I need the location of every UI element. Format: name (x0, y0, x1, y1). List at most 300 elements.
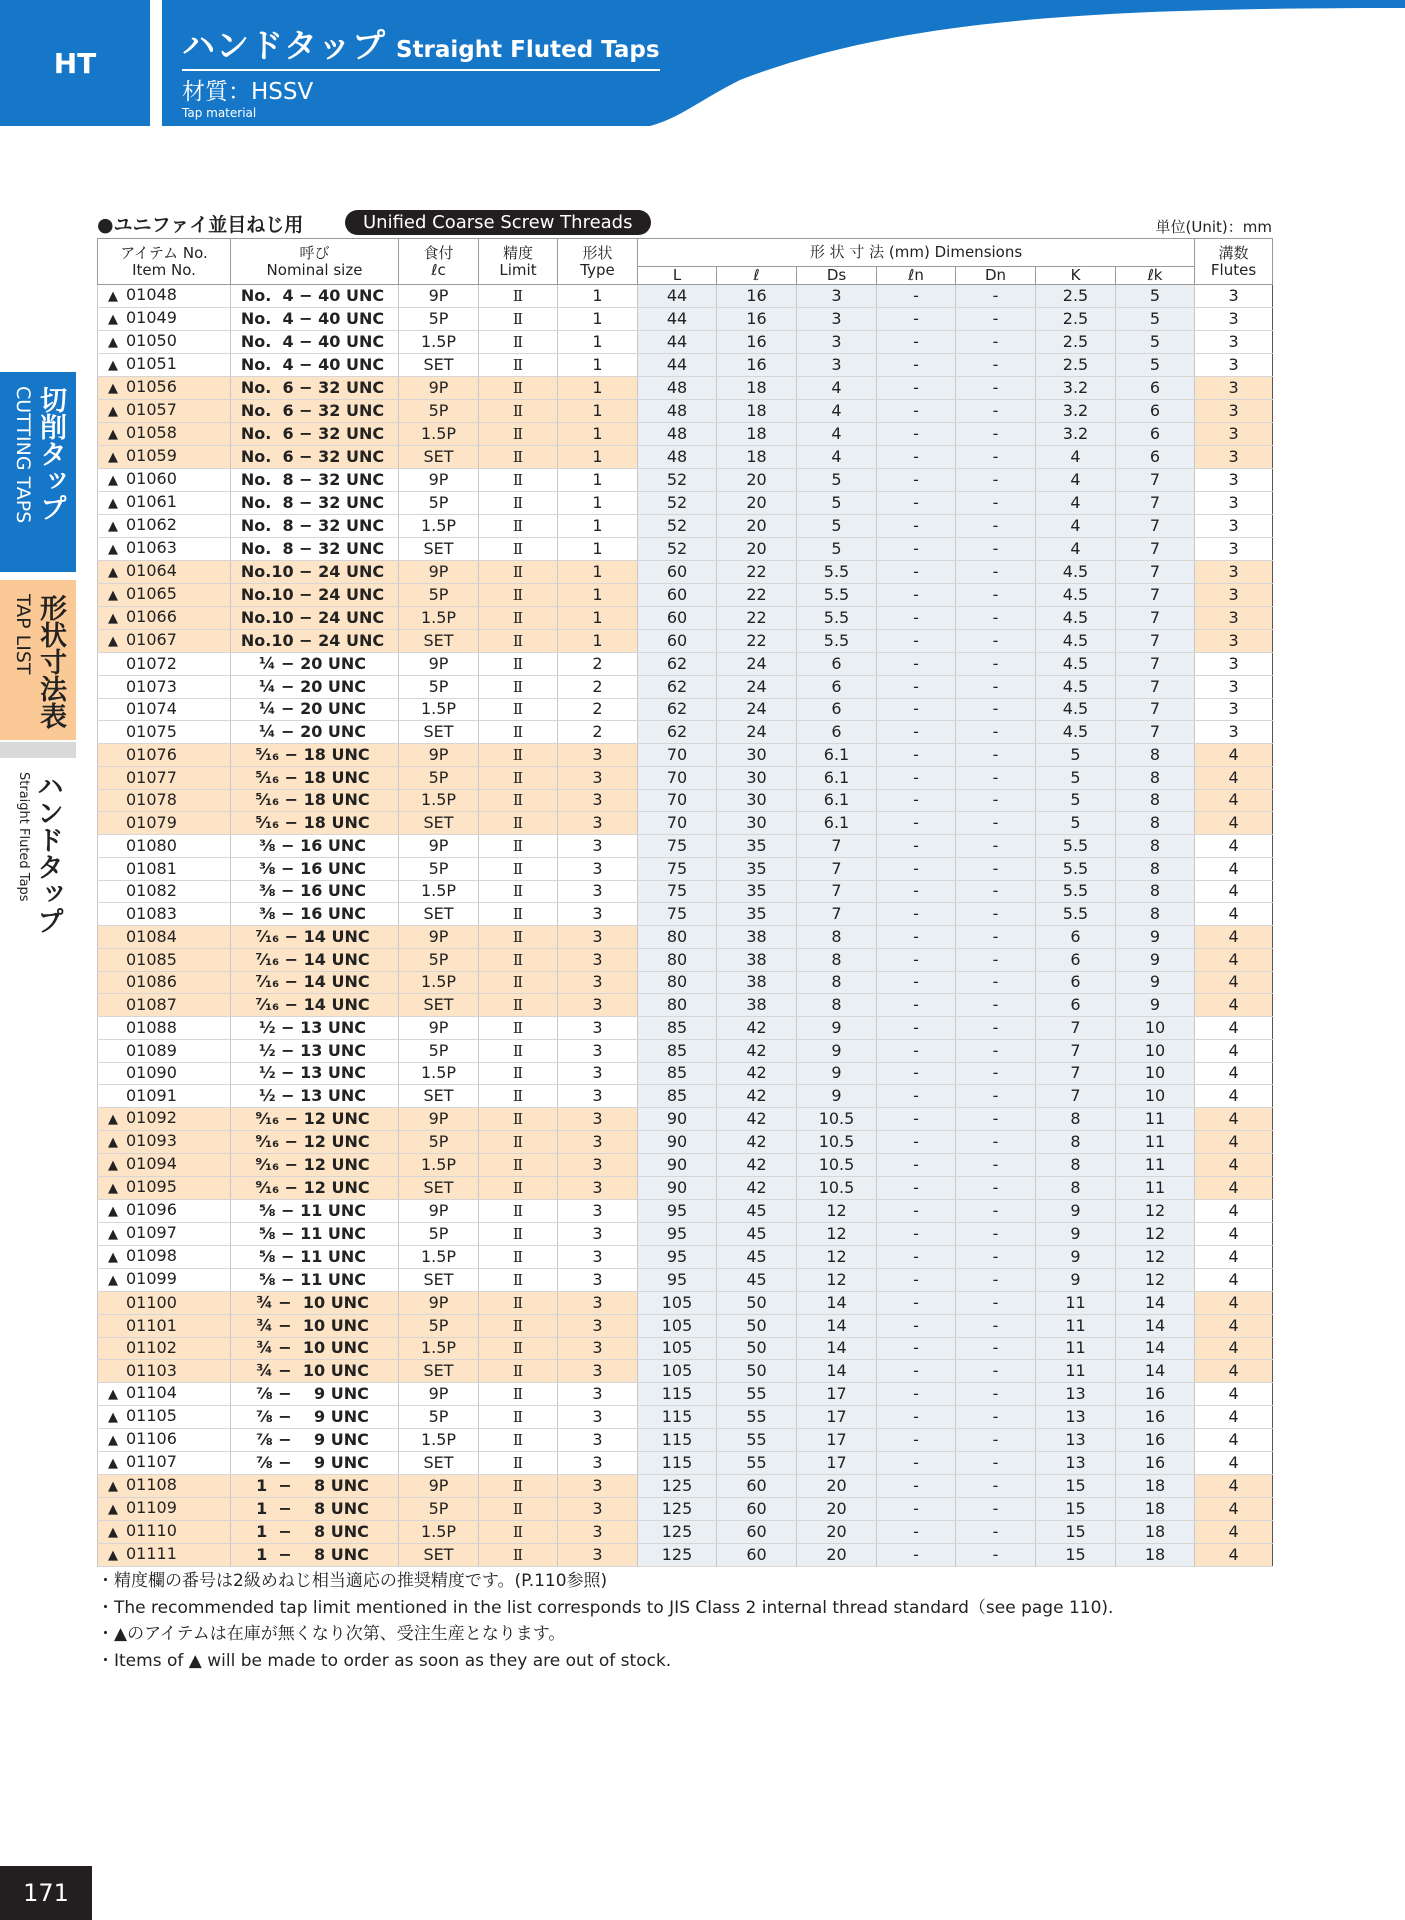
cell-flutes: 4 (1195, 835, 1273, 858)
cell-type: 3 (558, 1062, 638, 1085)
cell-limit: Ⅱ (479, 446, 558, 469)
col-header-ln: ℓn (877, 267, 956, 285)
item-number: 01049 (126, 308, 177, 327)
cell-l: 16 (717, 331, 797, 354)
made-to-order-triangle-icon: ▲ (108, 289, 118, 304)
cell-type: 3 (558, 1544, 638, 1567)
made-to-order-triangle-icon: ▲ (108, 1112, 118, 1127)
cell-Ds: 9 (797, 1017, 877, 1040)
item-number: 01099 (126, 1269, 177, 1288)
cell-ln: - (877, 1292, 956, 1315)
cell-nominal-size: ½ − 13 UNC (231, 1017, 399, 1040)
cell-l: 20 (717, 469, 797, 492)
cell-item-no (98, 423, 231, 446)
cell-nominal-size: ½ − 13 UNC (231, 1039, 399, 1062)
cell-K: 11 (1036, 1360, 1116, 1383)
cell-L: 52 (638, 469, 717, 492)
cell-type: 1 (558, 400, 638, 423)
cell-limit: Ⅱ (479, 1108, 558, 1131)
cell-l: 16 (717, 308, 797, 331)
cell-Dn: - (956, 903, 1036, 926)
cell-item-no (98, 812, 231, 835)
cell-K: 11 (1036, 1314, 1116, 1337)
cell-flutes: 3 (1195, 285, 1273, 308)
cell-ln: - (877, 1246, 956, 1269)
cell-nominal-size: ½ − 13 UNC (231, 1062, 399, 1085)
cell-ln: - (877, 1337, 956, 1360)
table-row (98, 515, 1273, 538)
cell-flutes: 3 (1195, 607, 1273, 630)
cell-flutes: 4 (1195, 1200, 1273, 1223)
cell-Ds: 10.5 (797, 1154, 877, 1177)
cell-lk: 10 (1116, 1085, 1195, 1108)
table-row (98, 653, 1273, 676)
cell-flutes: 3 (1195, 400, 1273, 423)
cell-ln: - (877, 630, 956, 653)
cell-flutes: 3 (1195, 423, 1273, 446)
cell-K: 3.2 (1036, 423, 1116, 446)
cell-Ds: 12 (797, 1223, 877, 1246)
col-header-limit-jp: 精度 (502, 243, 533, 262)
col-header-L: L (638, 267, 717, 285)
cell-Dn: - (956, 1177, 1036, 1200)
cell-chamfer: 5P (399, 948, 479, 971)
cell-type: 3 (558, 744, 638, 767)
cell-lk: 12 (1116, 1200, 1195, 1223)
cell-nominal-size: No.10 − 24 UNC (231, 607, 399, 630)
cell-flutes: 4 (1195, 1131, 1273, 1154)
cell-ln: - (877, 880, 956, 903)
cell-type: 3 (558, 1337, 638, 1360)
cell-l: 60 (717, 1521, 797, 1544)
cell-nominal-size: ¼ − 20 UNC (231, 721, 399, 744)
cell-nominal-size: ⁵⁄₁₆ − 18 UNC (231, 789, 399, 812)
made-to-order-triangle-icon: ▲ (108, 496, 118, 511)
cell-flutes: 4 (1195, 766, 1273, 789)
cell-lk: 11 (1116, 1177, 1195, 1200)
cell-type: 3 (558, 1131, 638, 1154)
cell-lk: 18 (1116, 1521, 1195, 1544)
tap-list-table (97, 238, 1273, 1567)
cell-type: 3 (558, 948, 638, 971)
cell-K: 2.5 (1036, 354, 1116, 377)
cell-limit: Ⅱ (479, 1337, 558, 1360)
cell-ln: - (877, 903, 956, 926)
table-row (98, 835, 1273, 858)
cell-item-no (98, 1223, 231, 1246)
table-row (98, 1246, 1273, 1269)
cell-Ds: 20 (797, 1475, 877, 1498)
cell-Dn: - (956, 926, 1036, 949)
cell-flutes: 4 (1195, 1039, 1273, 1062)
cell-L: 52 (638, 515, 717, 538)
cell-l: 30 (717, 812, 797, 835)
made-to-order-triangle-icon: ▲ (108, 358, 118, 373)
table-row (98, 1269, 1273, 1292)
cell-flutes: 3 (1195, 584, 1273, 607)
cell-Dn: - (956, 1269, 1036, 1292)
cell-L: 60 (638, 584, 717, 607)
cell-Dn: - (956, 766, 1036, 789)
cell-limit: Ⅱ (479, 1223, 558, 1246)
cell-Ds: 17 (797, 1452, 877, 1475)
item-number: 01097 (126, 1223, 177, 1242)
cell-item-no (98, 1452, 231, 1475)
cell-type: 1 (558, 630, 638, 653)
cell-Dn: - (956, 1085, 1036, 1108)
cell-nominal-size: ½ − 13 UNC (231, 1085, 399, 1108)
cell-chamfer: 5P (399, 1131, 479, 1154)
item-number: 01077 (126, 767, 177, 787)
cell-l: 20 (717, 515, 797, 538)
item-number: 01060 (126, 469, 177, 488)
cell-limit: Ⅱ (479, 1154, 558, 1177)
cell-flutes: 4 (1195, 1246, 1273, 1269)
cell-Dn: - (956, 331, 1036, 354)
cell-K: 15 (1036, 1498, 1116, 1521)
page-title-en: Straight Fluted Taps (396, 37, 660, 63)
table-row (98, 492, 1273, 515)
cell-item-no (98, 1017, 231, 1040)
cell-ln: - (877, 1475, 956, 1498)
cell-flutes: 3 (1195, 331, 1273, 354)
col-header-type-en: Type (580, 260, 615, 279)
cell-Dn: - (956, 812, 1036, 835)
cell-limit: Ⅱ (479, 354, 558, 377)
cell-chamfer: 9P (399, 285, 479, 308)
cell-item-no (98, 354, 231, 377)
item-number: 01089 (126, 1040, 177, 1060)
cell-flutes: 3 (1195, 698, 1273, 721)
cell-item-no (98, 584, 231, 607)
cell-type: 3 (558, 835, 638, 858)
cell-item-no (98, 1177, 231, 1200)
cell-l: 60 (717, 1498, 797, 1521)
cell-item-no (98, 789, 231, 812)
cell-Dn: - (956, 1062, 1036, 1085)
item-number: 01051 (126, 354, 177, 373)
cell-limit: Ⅱ (479, 1406, 558, 1429)
table-row (98, 1475, 1273, 1498)
cell-l: 55 (717, 1383, 797, 1406)
cell-item-no (98, 1062, 231, 1085)
cell-Dn: - (956, 308, 1036, 331)
item-number: 01095 (126, 1177, 177, 1196)
table-row (98, 1154, 1273, 1177)
cell-L: 52 (638, 492, 717, 515)
table-row (98, 903, 1273, 926)
cell-chamfer: SET (399, 994, 479, 1017)
item-number: 01109 (126, 1498, 177, 1517)
cell-limit: Ⅱ (479, 744, 558, 767)
cell-nominal-size: No. 4 − 40 UNC (231, 308, 399, 331)
item-number: 01062 (126, 515, 177, 534)
cell-item-no (98, 1085, 231, 1108)
made-to-order-triangle-icon: ▲ (108, 335, 118, 350)
cell-limit: Ⅱ (479, 653, 558, 676)
cell-nominal-size: No. 8 − 32 UNC (231, 515, 399, 538)
cell-item-no (98, 285, 231, 308)
cell-flutes: 4 (1195, 1429, 1273, 1452)
cell-K: 4.5 (1036, 698, 1116, 721)
table-body (98, 285, 1273, 1567)
cell-K: 5 (1036, 766, 1116, 789)
cell-l: 50 (717, 1337, 797, 1360)
cell-lk: 5 (1116, 285, 1195, 308)
cell-K: 9 (1036, 1200, 1116, 1223)
cell-L: 52 (638, 538, 717, 561)
made-to-order-triangle-icon: ▲ (108, 1479, 118, 1494)
cell-item-no (98, 766, 231, 789)
cell-type: 1 (558, 538, 638, 561)
cell-K: 4 (1036, 538, 1116, 561)
cell-type: 3 (558, 1154, 638, 1177)
cell-l: 35 (717, 857, 797, 880)
cell-K: 9 (1036, 1223, 1116, 1246)
cell-L: 60 (638, 607, 717, 630)
made-to-order-triangle-icon: ▲ (108, 1158, 118, 1173)
col-header-type (558, 239, 638, 285)
cell-item-no (98, 607, 231, 630)
cell-item-no (98, 561, 231, 584)
cell-chamfer: 1.5P (399, 880, 479, 903)
cell-chamfer: 9P (399, 561, 479, 584)
cell-l: 55 (717, 1429, 797, 1452)
cell-type: 1 (558, 584, 638, 607)
cell-Dn: - (956, 948, 1036, 971)
cell-flutes: 4 (1195, 926, 1273, 949)
cell-nominal-size: 1 − 8 UNC (231, 1521, 399, 1544)
made-to-order-triangle-icon: ▲ (108, 1456, 118, 1471)
cell-K: 11 (1036, 1337, 1116, 1360)
cell-nominal-size: ⅜ − 16 UNC (231, 857, 399, 880)
cell-ln: - (877, 1383, 956, 1406)
cell-L: 95 (638, 1246, 717, 1269)
table-row (98, 1200, 1273, 1223)
cell-lk: 8 (1116, 744, 1195, 767)
cell-ln: - (877, 926, 956, 949)
cell-L: 75 (638, 857, 717, 880)
cell-lk: 7 (1116, 675, 1195, 698)
cell-Ds: 8 (797, 971, 877, 994)
cell-ln: - (877, 1498, 956, 1521)
cell-chamfer: SET (399, 903, 479, 926)
side-tab-cutting-taps[interactable] (0, 372, 76, 572)
cell-Ds: 20 (797, 1498, 877, 1521)
cell-chamfer: 9P (399, 1475, 479, 1498)
cell-lk: 7 (1116, 653, 1195, 676)
made-to-order-triangle-icon: ▲ (108, 1525, 118, 1540)
cell-Dn: - (956, 1498, 1036, 1521)
cell-nominal-size: ⅝ − 11 UNC (231, 1246, 399, 1269)
made-to-order-triangle-icon: ▲ (108, 450, 118, 465)
cell-Ds: 6.1 (797, 766, 877, 789)
cell-limit: Ⅱ (479, 1498, 558, 1521)
page-title-jp: ハンドタップ (182, 26, 386, 65)
cell-type: 3 (558, 1521, 638, 1544)
cell-limit: Ⅱ (479, 1360, 558, 1383)
cell-nominal-size: No. 6 − 32 UNC (231, 377, 399, 400)
title-line (182, 20, 660, 71)
cell-nominal-size: ⁹⁄₁₆ − 12 UNC (231, 1131, 399, 1154)
item-number: 01110 (126, 1521, 177, 1540)
item-number: 01092 (126, 1108, 177, 1127)
cell-item-no (98, 857, 231, 880)
cell-item-no (98, 1383, 231, 1406)
cell-nominal-size: ⁷⁄₁₆ − 14 UNC (231, 926, 399, 949)
made-to-order-triangle-icon: ▲ (108, 1548, 118, 1563)
cell-type: 3 (558, 1406, 638, 1429)
cell-lk: 8 (1116, 812, 1195, 835)
cell-Ds: 7 (797, 880, 877, 903)
col-header-K: K (1036, 267, 1116, 285)
cell-l: 50 (717, 1360, 797, 1383)
cell-l: 42 (717, 1154, 797, 1177)
cell-l: 24 (717, 698, 797, 721)
cell-ln: - (877, 1429, 956, 1452)
cell-K: 8 (1036, 1131, 1116, 1154)
cell-Ds: 6 (797, 653, 877, 676)
item-number: 01065 (126, 584, 177, 603)
cell-K: 4.5 (1036, 561, 1116, 584)
cell-ln: - (877, 698, 956, 721)
cell-chamfer: SET (399, 538, 479, 561)
item-number: 01078 (126, 790, 177, 810)
cell-Ds: 8 (797, 948, 877, 971)
side-tab-cutting-en: CUTTING TAPS (12, 386, 34, 524)
cell-Ds: 17 (797, 1383, 877, 1406)
cell-item-no (98, 1544, 231, 1567)
cell-lk: 16 (1116, 1429, 1195, 1452)
cell-K: 6 (1036, 994, 1116, 1017)
side-tab-hand-taps[interactable] (0, 742, 76, 932)
item-number: 01094 (126, 1154, 177, 1173)
cell-lk: 7 (1116, 607, 1195, 630)
cell-L: 62 (638, 675, 717, 698)
cell-type: 3 (558, 1085, 638, 1108)
cell-Dn: - (956, 789, 1036, 812)
footnotes (97, 1568, 1113, 1674)
cell-K: 4 (1036, 469, 1116, 492)
cell-item-no (98, 1406, 231, 1429)
cell-nominal-size: ⁵⁄₁₆ − 18 UNC (231, 812, 399, 835)
cell-type: 3 (558, 1246, 638, 1269)
cell-flutes: 4 (1195, 789, 1273, 812)
cell-type: 3 (558, 1498, 638, 1521)
cell-limit: Ⅱ (479, 515, 558, 538)
made-to-order-triangle-icon: ▲ (108, 519, 118, 534)
cell-Ds: 6.1 (797, 789, 877, 812)
item-number: 01111 (126, 1544, 177, 1563)
cell-flutes: 3 (1195, 721, 1273, 744)
table-row (98, 607, 1273, 630)
cell-chamfer: 1.5P (399, 789, 479, 812)
cell-chamfer: 5P (399, 1314, 479, 1337)
material-label: 材質：HSSV (182, 79, 314, 105)
cell-lk: 7 (1116, 584, 1195, 607)
cell-ln: - (877, 469, 956, 492)
cell-limit: Ⅱ (479, 789, 558, 812)
cell-ln: - (877, 1314, 956, 1337)
table-row (98, 1223, 1273, 1246)
cell-flutes: 4 (1195, 1383, 1273, 1406)
item-number: 01059 (126, 446, 177, 465)
cell-chamfer: 1.5P (399, 1062, 479, 1085)
cell-item-no (98, 1200, 231, 1223)
cell-item-no (98, 1314, 231, 1337)
cell-K: 11 (1036, 1292, 1116, 1315)
cell-Dn: - (956, 1521, 1036, 1544)
cell-item-no (98, 994, 231, 1017)
col-header-flutes (1195, 239, 1273, 285)
cell-l: 16 (717, 354, 797, 377)
tap-list-table-wrap (97, 238, 1272, 1567)
item-number: 01072 (126, 653, 177, 673)
cell-limit: Ⅱ (479, 994, 558, 1017)
cell-Dn: - (956, 423, 1036, 446)
table-row (98, 766, 1273, 789)
item-number: 01087 (126, 995, 177, 1015)
cell-K: 13 (1036, 1429, 1116, 1452)
cell-Dn: - (956, 400, 1036, 423)
cell-nominal-size: ¾ − 10 UNC (231, 1337, 399, 1360)
cell-ln: - (877, 1039, 956, 1062)
cell-Dn: - (956, 538, 1036, 561)
cell-ln: - (877, 675, 956, 698)
cell-lk: 14 (1116, 1314, 1195, 1337)
cell-ln: - (877, 492, 956, 515)
cell-Dn: - (956, 1383, 1036, 1406)
table-row (98, 285, 1273, 308)
cell-item-no (98, 1521, 231, 1544)
cell-item-no (98, 400, 231, 423)
cell-flutes: 4 (1195, 1223, 1273, 1246)
cell-flutes: 3 (1195, 492, 1273, 515)
cell-K: 9 (1036, 1269, 1116, 1292)
cell-L: 44 (638, 354, 717, 377)
cell-chamfer: 1.5P (399, 1337, 479, 1360)
made-to-order-triangle-icon: ▲ (108, 611, 118, 626)
table-row (98, 446, 1273, 469)
cell-flutes: 4 (1195, 880, 1273, 903)
cell-Ds: 5.5 (797, 561, 877, 584)
table-row (98, 698, 1273, 721)
side-tab-tap-list[interactable] (0, 580, 76, 740)
cell-Ds: 7 (797, 903, 877, 926)
cell-flutes: 4 (1195, 1017, 1273, 1040)
cell-limit: Ⅱ (479, 1017, 558, 1040)
table-row (98, 1314, 1273, 1337)
table-row (98, 1383, 1273, 1406)
cell-chamfer: 9P (399, 835, 479, 858)
col-header-dimensions: 形 状 寸 法 (mm) Dimensions (638, 239, 1195, 267)
cell-flutes: 4 (1195, 744, 1273, 767)
item-number: 01084 (126, 926, 177, 946)
table-row (98, 1544, 1273, 1567)
cell-L: 95 (638, 1269, 717, 1292)
cell-nominal-size: 1 − 8 UNC (231, 1544, 399, 1567)
cell-limit: Ⅱ (479, 1521, 558, 1544)
cell-item-no (98, 446, 231, 469)
made-to-order-triangle-icon: ▲ (108, 381, 118, 396)
cell-Ds: 8 (797, 926, 877, 949)
cell-item-no (98, 1108, 231, 1131)
cell-limit: Ⅱ (479, 675, 558, 698)
cell-chamfer: 1.5P (399, 698, 479, 721)
col-header-limit-en: Limit (499, 260, 537, 279)
cell-ln: - (877, 1108, 956, 1131)
cell-type: 2 (558, 653, 638, 676)
